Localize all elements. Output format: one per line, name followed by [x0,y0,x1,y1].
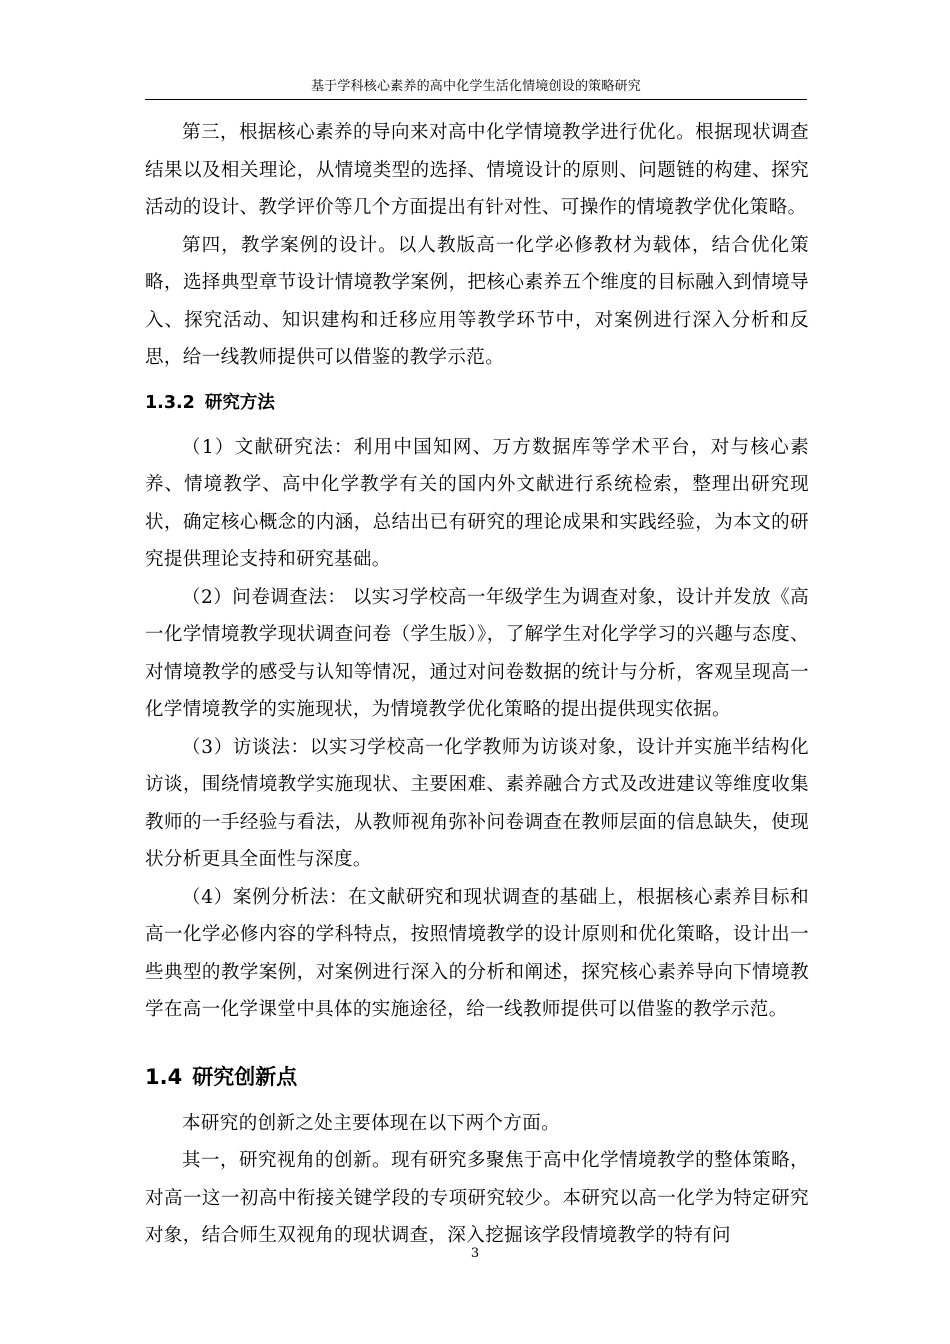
paragraph-fourth-point: 第四，教学案例的设计。以人教版高一化学必修教材为载体，结合优化策略，选择典型章节设计情境教学案例，把核心素养五个维度的目标融入到情境导入、探究活动、知识建构和迁移应用等教学环节中，对案例进行深入分析和反思，给一线教师提供可以借鉴的教学示范。 [145,234,809,368]
method-case-analysis-paragraph: （4）案例分析法：在文献研究和现状调查的基础上，根据核心素养目标和高一化学必修内容的学科特点，按照情境教学的设计原则和优化策略，设计出一些典型的教学案例，对案例进行深入的分析和阐述，探究核心素养导向下情境教学在高一化学课堂中具体的实施途径，给一线教师提供可以借鉴的教学示范。 [145,886,809,1020]
section-heading-1-4 [145,1029,809,1105]
method-literature-paragraph: （1）文献研究法：利用中国知网、万方数据库等学术平台，对与核心素养、情境教学、高中化学教学有关的国内外文献进行系统检索，整理出研究现状，确定核心概念的内涵，总结出已有研究的理论成果和实践经验，为本文的研究提供理论支持和研究基础。 [145,436,809,570]
method-questionnaire-paragraph: （2）问卷调查法： 以实习学校高一年级学生为调查对象，设计并发放《高一化学情境教学现状调查问卷（学生版）》，了解学生对化学学习的兴趣与态度、对情境教学的感受与认知等情况，通过对问卷数据的统计与分析，客观呈现高一化学情境教学的实施现状，为情境教学优化策略的提出提供现实依据。 [145,586,809,720]
method-interview-paragraph: （3）访谈法：以实习学校高一化学教师为访谈对象，设计并实施半结构化访谈，围绕情境教学实施现状、主要困难、素养融合方式及改进建议等维度收集教师的一手经验与看法，从教师视角弥补问卷调查在教师层面的信息缺失，使现状分析更具全面性与深度。 [145,736,809,870]
section-heading-1-3-2 [145,377,809,429]
header-divider [145,99,807,100]
page-number: 3 [470,1246,480,1261]
section-number: 1.3.2 [145,392,195,413]
innovation-intro-paragraph: 本研究的创新之处主要体现在以下两个方面。 [182,1112,561,1134]
section-title: 研究创新点 [192,1064,298,1089]
section-title: 研究方法 [204,392,275,413]
page-body [145,114,809,1255]
running-header: 基于学科核心素养的高中化学生活化情境创设的策略研究 [310,79,641,94]
section-number: 1.4 [145,1064,183,1089]
paragraph-third-point: 第三，根据核心素养的导向来对高中化学情境教学进行优化。根据现状调查结果以及相关理论，从情境类型的选择、情境设计的原则、问题链的构建、探究活动的设计、教学评价等几个方面提出有针对性、可操作的情境教学优化策略。 [145,122,809,218]
innovation-first-paragraph: 其一，研究视角的创新。现有研究多聚焦于高中化学情境教学的整体策略，对高一这一初高中衔接关键学段的专项研究较少。本研究以高一化学为特定研究对象，结合师生双视角的现状调查，深入挖掘该学段情境教学的特有问 [145,1150,809,1246]
